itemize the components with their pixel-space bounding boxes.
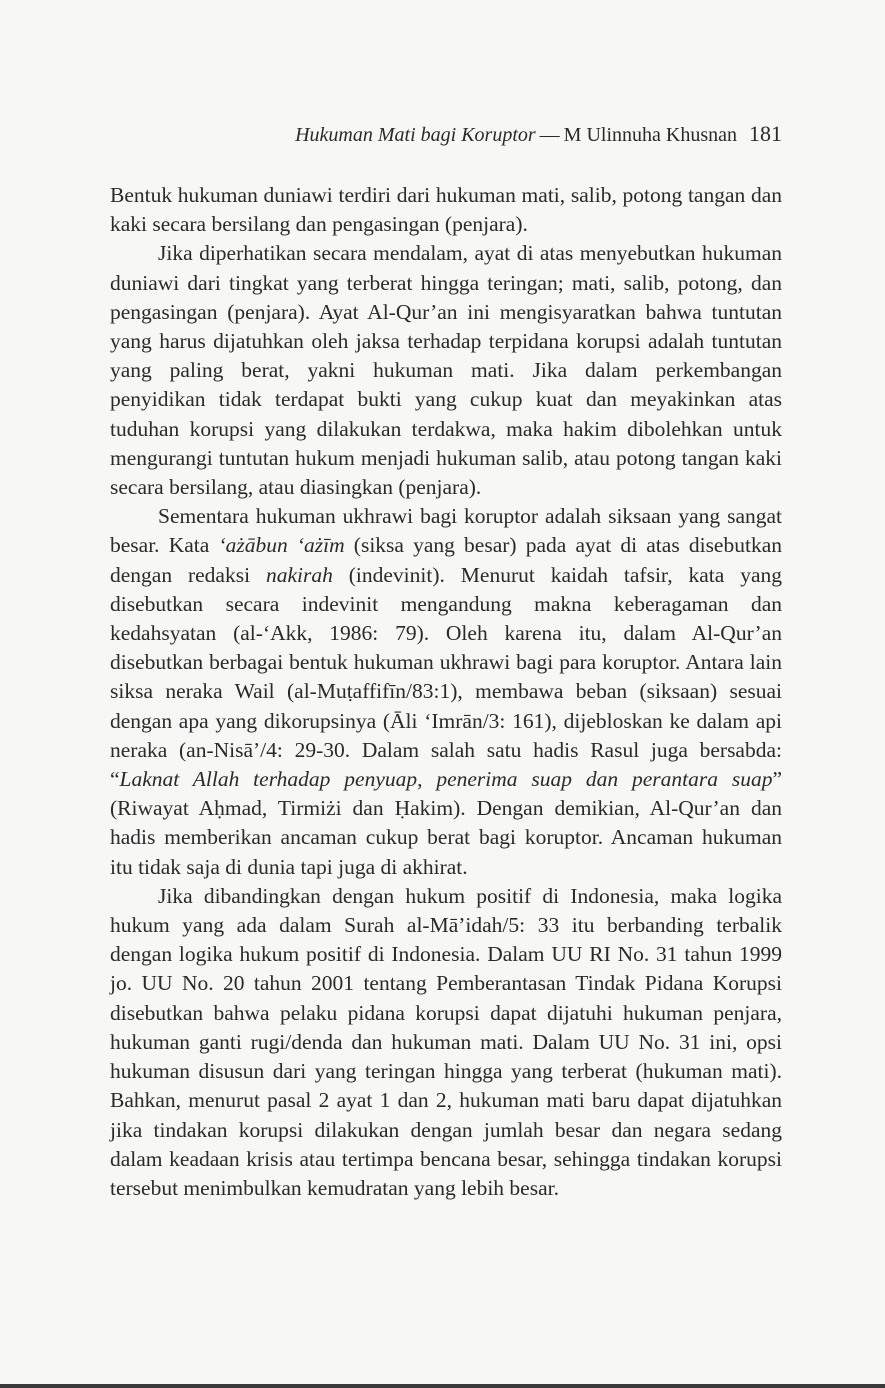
paragraph-text: (indevinit). Menurut kaidah tafsir, kata yang disebutkan secara indevinit mengandung makna keberagaman dan kedahsyatan (al-‘Akk, 1986: 79). Oleh karena itu, dalam Al-Qur’an disebutkan berbagai bentuk hukuman ukhrawi bagi para koruptor. Antara lain siksa neraka Wail (al-Muṭaffifīn/83:1), membawa beban (siksaan) sesuai dengan apa yang dikorupsinya (Āli ‘Imrān/3: 161), dijebloskan ke dalam api neraka (an-Nisā’/4: 29-30. Dalam salah satu hadis Rasul juga bersabda: “ [110, 562, 783, 792]
page-number: 181 [749, 121, 782, 146]
paragraph: Jika diperhatikan secara mendalam, ayat di atas menyebutkan hukuman duniawi dari tingkat yang terberat hingga teringan; mati, salib, potong, dan pengasingan (penjara). Ayat Al-Qur’an ini mengisyaratkan bahwa tuntutan yang harus dijatuhkan oleh jaksa terhadap terpidana korupsi adalah tuntutan yang paling berat, yakni hukuman mati. Jika dalam perkembangan penyidikan tidak terdapat bukti yang cukup kuat dan meyakinkan atas tuduhan korupsi yang dilakukan terdakwa, maka hakim dibolehkan untuk mengurangi tuntutan hukum menjadi hukuman salib, atau potong tangan kaki secara bersilang, atau diasingkan (penjara). [110, 241, 782, 500]
scan-bottom-edge [0, 1384, 885, 1388]
body-text [110, 181, 782, 1203]
hadith-quote: Laknat Allah terhadap penyuap, penerima suap dan perantara suap [119, 767, 773, 792]
article-title: Hukuman Mati bagi Koruptor [295, 124, 536, 146]
paragraph-text: ” (Riwayat Aḥmad, Tirmiżi dan Ḥakim). Dengan demikian, Al-Qur’an dan hadis memberikan ancaman cukup berat bagi koruptor. Ancaman hukuman itu tidak saja di dunia tapi juga di akhirat. [110, 767, 782, 879]
paragraph: Jika dibandingkan dengan hukum positif di Indonesia, maka logika hukum yang ada dalam Surah al-Mā’idah/5: 33 itu berbanding terbalik dengan logika hukum positif di Indonesia. Dalam UU RI No. 31 tahun 1999 jo. UU No. 20 tahun 2001 tentang Pemberantasan Tindak Pidana Korupsi disebutkan bahwa pelaku pidana korupsi dapat dijatuhi hukuman penjara, hukuman ganti rugi/denda dan hukuman mati. Dalam UU No. 31 ini, opsi hukuman disusun dari yang teringan hingga yang terberat (hukuman mati). Bahkan, menurut pasal 2 ayat 1 dan 2, hukuman mati baru dapat dijatuhkan jika tindakan korupsi dilakukan dengan jumlah besar dan negara sedang dalam keadaan krisis atau tertimpa bencana besar, sehingga tindakan korupsi tersebut menimbulkan kemudratan yang lebih besar. [110, 883, 782, 1200]
paragraph [110, 502, 782, 882]
paragraph-text: Sementara hukuman ukhrawi bagi koruptor adalah siksaan yang sangat besar. Kata [110, 504, 782, 558]
article-author: M Ulinnuha Khusnan [563, 124, 737, 146]
paragraph: Bentuk hukuman duniawi terdiri dari hukuman mati, salib, potong tangan dan kaki secara bersilang dan pengasingan (penjara). [110, 183, 782, 237]
paragraph-text: (siksa yang besar) pada ayat di atas disebutkan dengan redaksi [110, 533, 782, 587]
running-header [110, 118, 782, 150]
italic-term: nakirah [265, 562, 333, 587]
header-separator: — [539, 124, 560, 146]
italic-term: ‘ażābun ‘ażīm [218, 533, 345, 558]
